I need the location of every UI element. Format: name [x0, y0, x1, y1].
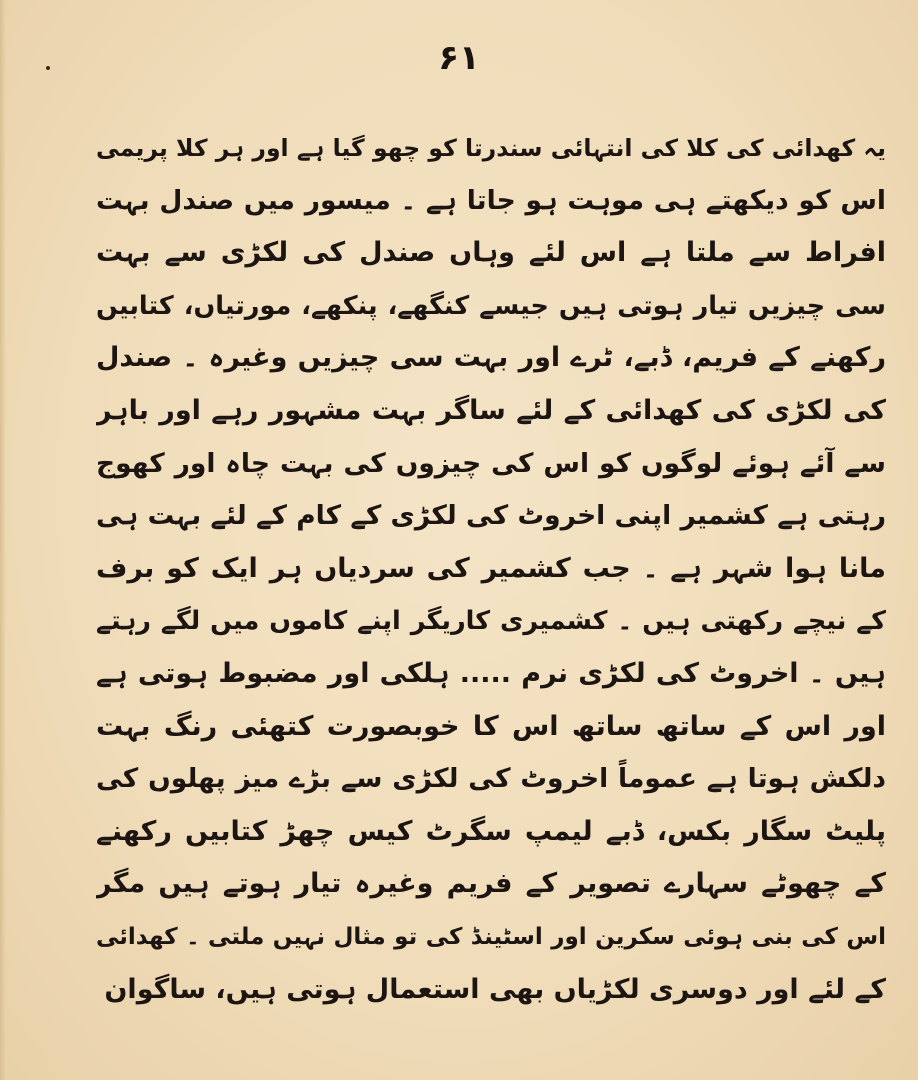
text-line-7: سے آئے ہوئے لوگوں کو اس کی چیزوں کی بہت چاہ اور کھوج	[96, 447, 886, 479]
text-line-3: افراط سے ملتا ہے اس لئے وہاں صندل کی لکڑی سے بہت	[96, 237, 886, 269]
text-line-11: ہیں ۔ اخروٹ کی لکڑی نرم ..... ہلکی اور مضبوط ہوتی ہے	[96, 657, 886, 689]
page-number: ۶۱	[438, 38, 480, 78]
body-text	[96, 122, 886, 1016]
page-edge-shadow	[0, 0, 6, 1080]
text-line-4: سی چیزیں تیار ہوتی ہیں جیسے کنگھے، پنکھے، مورتیاں، کتابیں	[96, 290, 886, 321]
text-line-14: پلیٹ سگار بکس، ڈبے لیمپ سگرٹ کیس چھڑ کتابیں رکھنے	[96, 815, 886, 847]
text-line-8: رہتی ہے کشمیر اپنی اخروٹ کی لکڑی کے کام کے لئے بہت ہی	[96, 500, 886, 532]
text-line-9: مانا ہوا شہر ہے ۔ جب کشمیر کی سردیاں ہر ایک کو برف	[96, 552, 886, 584]
text-line-6: کی لکڑی کی کھدائی کے لئے ساگر بہت مشہور رہے اور باہر	[96, 394, 886, 426]
text-line-10: کے نیچے رکھتی ہیں ۔ کشمیری کاریگر اپنے کاموں میں لگے رہتے	[96, 606, 886, 637]
text-line-13: دلکش ہوتا ہے عموماً اخروٹ کی لکڑی سے بڑے میز پھلوں کی	[96, 763, 886, 795]
text-line-12: اور اس کے ساتھ ساتھ اس کا خوبصورت کتھئی رنگ بہت	[96, 710, 886, 742]
text-line-16: اس کی بنی ہوئی سکرین اور اسٹینڈ کی تو مثال نہیں ملتی ۔ کھدائی	[96, 923, 886, 950]
text-line-15: کے چھوٹے سہارے تصویر کے فریم وغیرہ تیار ہوتے ہیں مگر	[96, 868, 886, 900]
text-line-1: یہ کھدائی کی کلا کی انتہائی سندرتا کو چھو گیا ہے اور ہر کلا پریمی	[96, 134, 886, 162]
text-line-5: رکھنے کے فریم، ڈبے، ٹرے اور بہت سی چیزیں وغیرہ ۔ صندل	[96, 342, 886, 374]
text-line-2: اس کو دیکھتے ہی موہت ہو جاتا ہے ۔ میسور میں صندل بہت	[96, 184, 886, 216]
text-line-17: کے لئے اور دوسری لکڑیاں بھی استعمال ہوتی ہیں، ساگوان	[104, 973, 886, 1005]
